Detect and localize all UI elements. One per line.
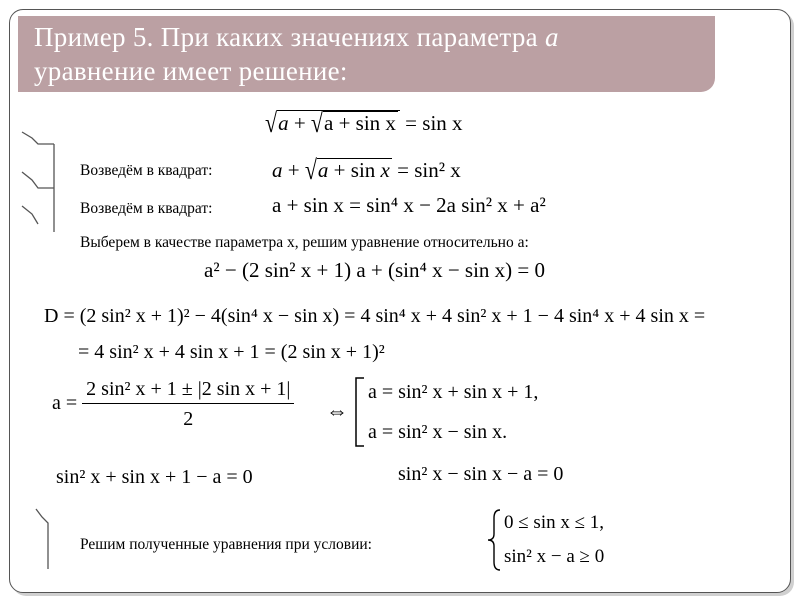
root-lhs: a = bbox=[52, 392, 78, 415]
root-formula bbox=[52, 378, 294, 431]
main-lhs-a: a bbox=[278, 111, 289, 135]
cases-bracket bbox=[352, 376, 366, 448]
title-line1-prefix: Пример 5. При каких значениях параметра bbox=[34, 22, 538, 52]
equiv-sign: ⇔ bbox=[326, 398, 348, 423]
title-line2: уравнение имеет решение: bbox=[34, 56, 348, 86]
root-numerator: 2 sin² x + 1 ± |2 sin x + 1| bbox=[82, 378, 294, 404]
condition-label: Решим полученные уравнения при условии: bbox=[80, 536, 372, 553]
title-line1-var: a bbox=[545, 22, 559, 52]
equation-case2: sin² x − sin x − a = 0 bbox=[398, 463, 564, 485]
main-equation: √a + √a + sin x = sin x bbox=[265, 106, 463, 138]
quadratic-equation: a² − (2 sin² x + 1) a + (sin⁴ x − sin x) = 0 bbox=[204, 258, 546, 282]
step-square2-label: Возведём в квадрат: bbox=[80, 200, 213, 217]
main-plus: + bbox=[288, 111, 311, 135]
step-square1-equation: a + √a + sin x = sin² x bbox=[272, 153, 461, 185]
discriminant-line1: D = (2 sin² x + 1)² − 4(sin⁴ x − sin x) = 4 sin⁴ x + 4 sin² x + 1 − 4 sin⁴ x + 4 sin x = bbox=[44, 305, 706, 327]
condition1: 0 ≤ sin x ≤ 1, bbox=[504, 512, 605, 533]
main-rhs: = sin x bbox=[399, 111, 463, 135]
root-case2: a = sin² x − sin x. bbox=[368, 421, 508, 443]
pen-mark-bottom bbox=[32, 505, 54, 573]
main-inner: a + sin x bbox=[324, 111, 396, 135]
square1-rhs: = sin² x bbox=[391, 158, 461, 182]
root-case1: a = sin² x + sin x + 1, bbox=[368, 381, 539, 403]
step-square1-label: Возведём в квадрат: bbox=[80, 162, 213, 179]
condition2: sin² x − a ≥ 0 bbox=[504, 546, 605, 567]
pen-marks-top bbox=[18, 128, 58, 248]
equation-case1: sin² x + sin x + 1 − a = 0 bbox=[56, 466, 253, 488]
choose-param-label: Выберем в качестве параметра x, решим уравнение относительно a: bbox=[80, 234, 529, 251]
condition-brace bbox=[486, 508, 502, 572]
slide-title bbox=[34, 20, 714, 88]
root-denominator: 2 bbox=[183, 408, 194, 430]
slide-frame bbox=[9, 9, 791, 593]
step-square2-equation: a + sin x = sin⁴ x − 2a sin² x + a² bbox=[272, 193, 546, 217]
discriminant-line2: = 4 sin² x + 4 sin x + 1 = (2 sin x + 1)² bbox=[78, 341, 385, 363]
